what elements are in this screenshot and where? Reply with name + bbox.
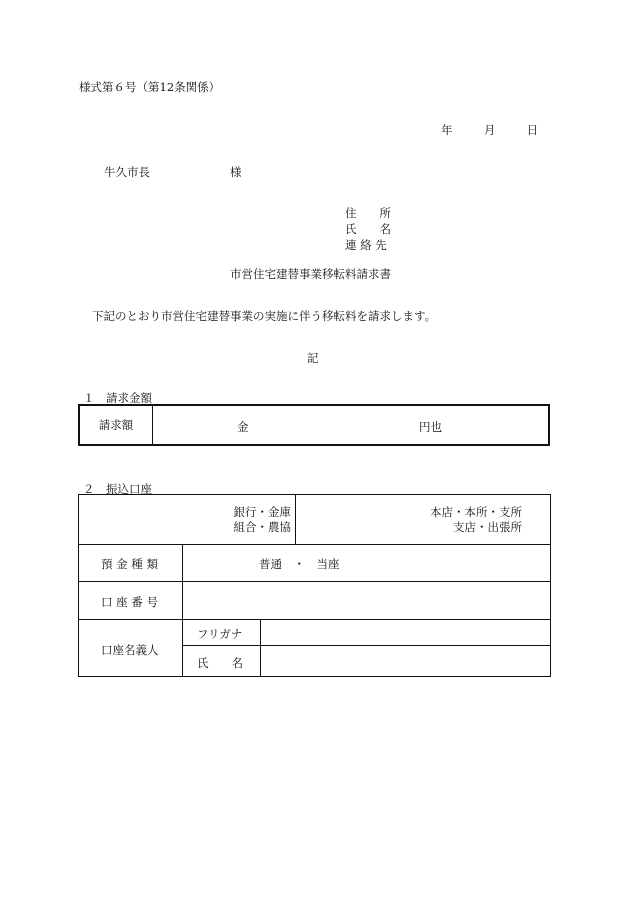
applicant-block [345,205,391,253]
bank-type-line2: 組合・農協 [233,520,291,534]
honorific: 様 [230,165,242,179]
row-divider [79,544,550,545]
kin-label: 金 [237,420,249,434]
deposit-type-value: 普通 ・ 当座 [259,557,340,571]
date-year-label: 年 [441,123,453,137]
branch-type-line1: 本店・本所・支所 [430,505,522,519]
bank-type-line1: 銀行・金庫 [233,505,291,519]
deposit-type-label: 預 金 種 類 [101,557,158,571]
claim-amount-label: 請求額 [80,406,153,444]
branch-type-line2: 支店・出張所 [453,520,522,534]
form-number: 様式第６号（第12条関係） [79,80,221,94]
account-number-label: 口 座 番 号 [101,595,158,609]
claim-amount-box [78,404,550,446]
addressee: 牛久市長 [104,165,150,179]
ki-heading: 記 [307,351,319,365]
row-divider [79,581,550,582]
row-divider [182,645,551,646]
date-month-label: 月 [483,123,496,137]
col-divider [295,495,296,544]
enya-label: 円也 [419,420,442,434]
col-divider [260,619,261,676]
section2-heading: ２ 振込口座 [83,482,152,496]
account-holder-label: 口座名義人 [101,643,159,657]
section1-heading: １ 請求金額 [83,391,152,405]
holder-name-label: 氏 名 [197,656,243,670]
row-divider [79,619,550,620]
date-line [441,122,538,138]
col-divider [182,544,183,676]
body-text: 下記のとおり市営住宅建替事業の実施に伴う移転料を請求します。 [92,309,437,323]
branch-type-cell [409,505,522,535]
contact-label: 連 絡 先 [345,238,387,252]
furigana-label: フリガナ [197,627,243,641]
document-title: 市営住宅建替事業移転料請求書 [230,267,391,281]
address-label: 住 所 [345,206,391,220]
bank-type-cell [199,505,291,535]
date-day-label: 日 [526,123,539,137]
name-label: 氏 名 [345,222,391,236]
bank-account-table [78,494,551,677]
